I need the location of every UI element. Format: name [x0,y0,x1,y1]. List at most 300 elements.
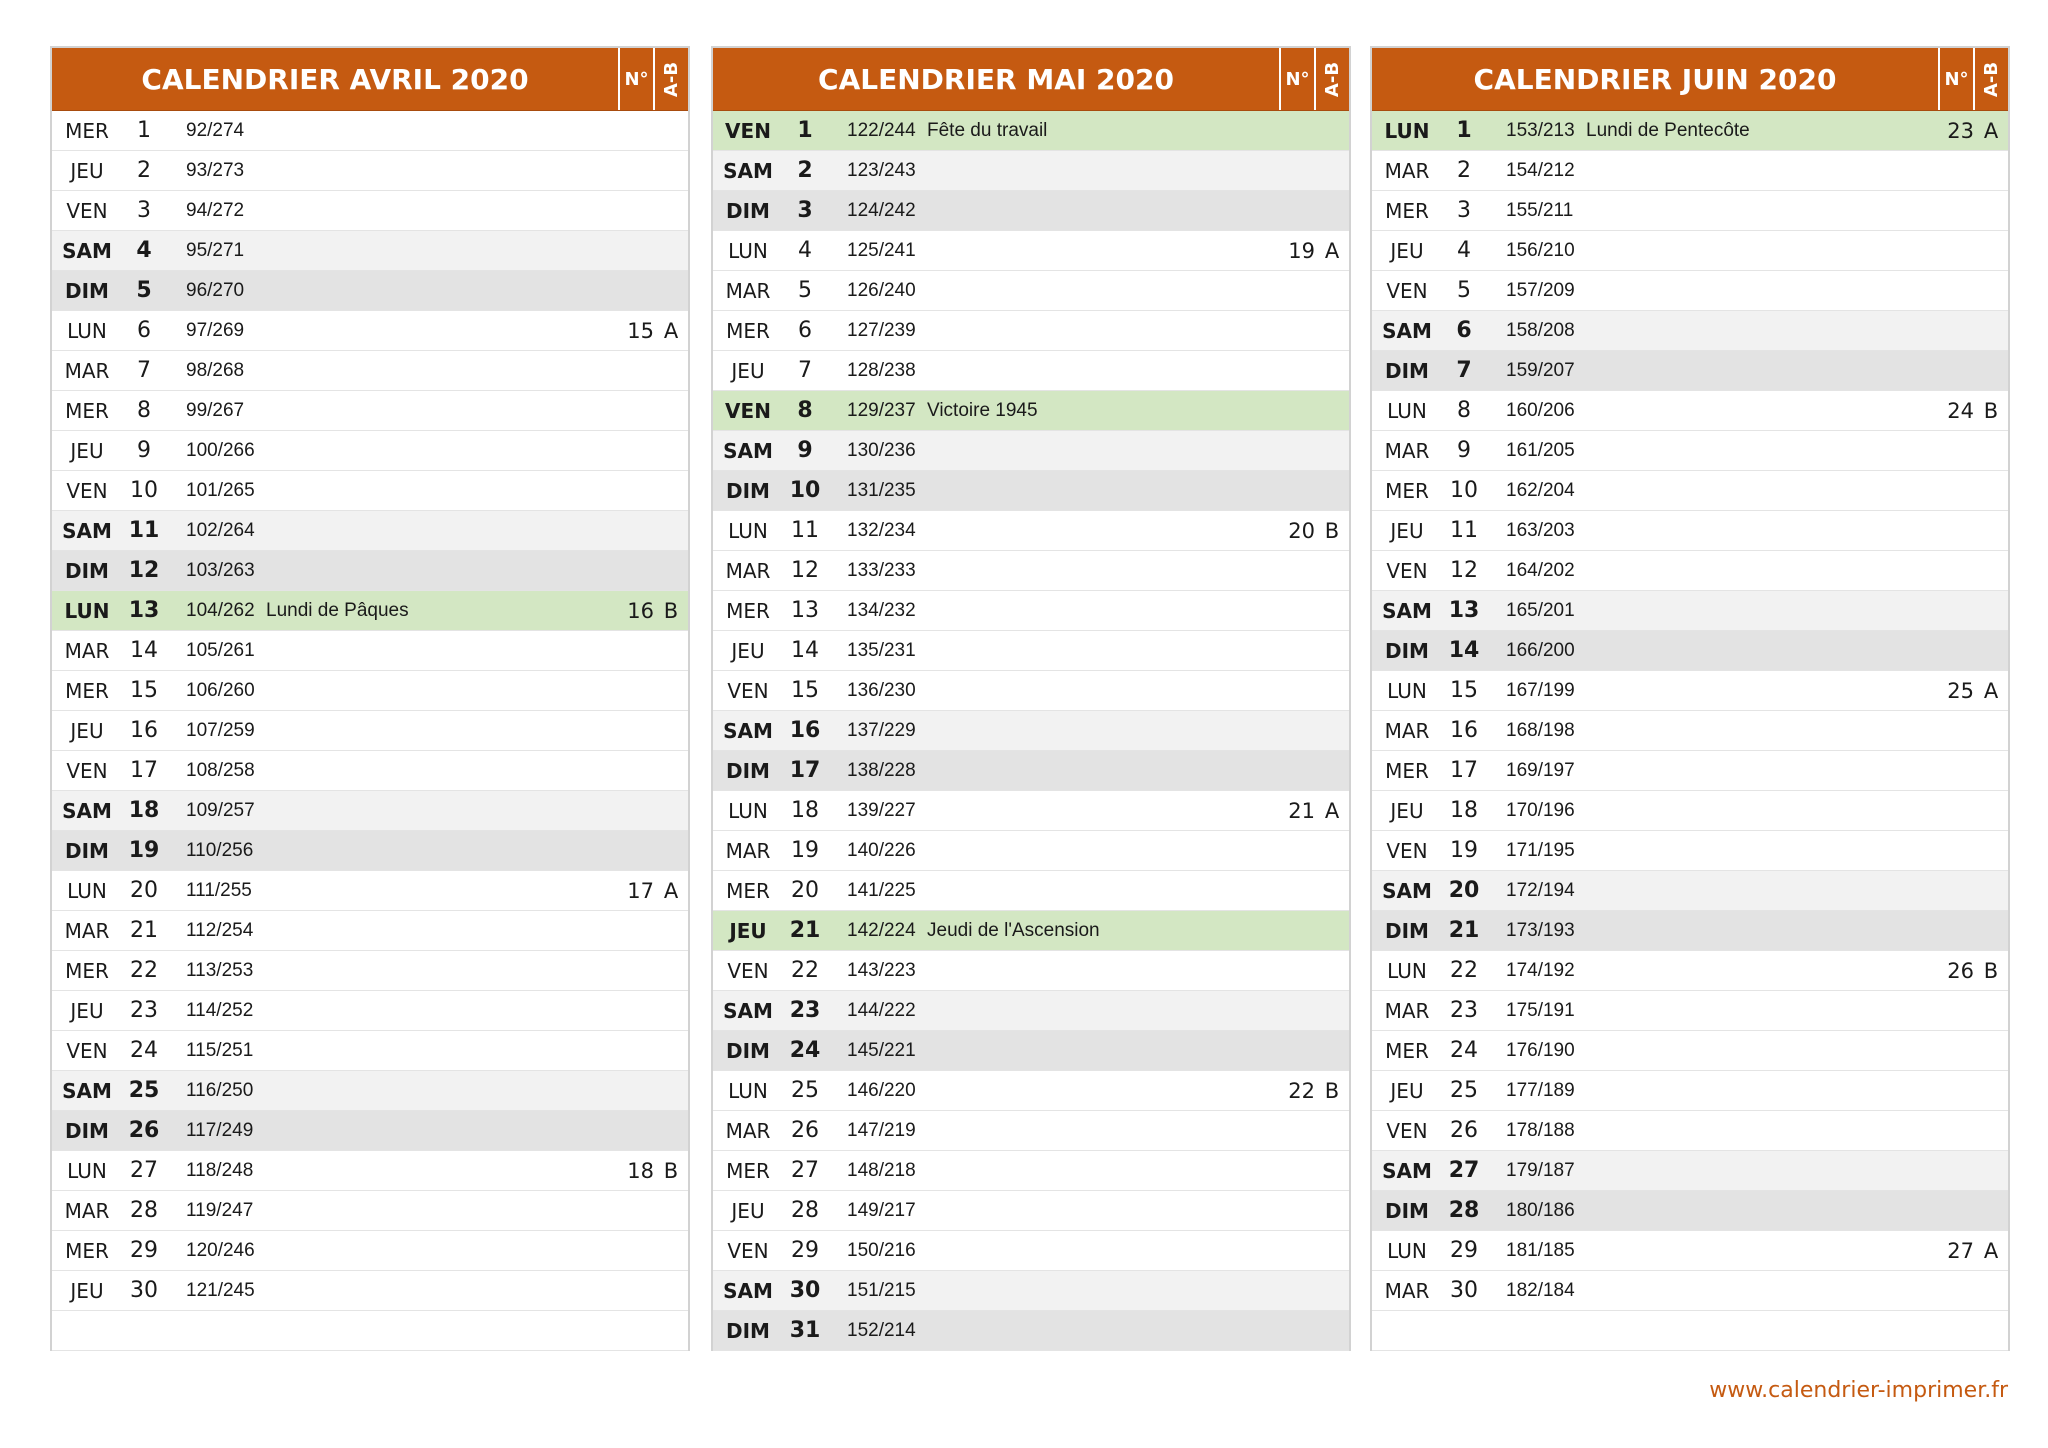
ab-week-letter: B [1324,518,1340,543]
day-number: 12 [791,558,819,583]
day-number: 1 [1456,118,1472,143]
day-number: 4 [798,238,812,263]
day-row [1372,751,2008,791]
year-day-count: 110/256 [186,839,254,861]
year-day-count: 177/189 [1506,1079,1575,1101]
year-day-count: 125/241 [847,239,916,261]
day-number: 12 [1450,558,1478,583]
day-name: DIM [65,1118,109,1143]
day-number: 25 [791,1078,819,1103]
day-row [1372,1311,2008,1351]
day-name: JEU [1390,238,1424,263]
year-day-count: 169/197 [1506,759,1575,781]
day-name: JEU [1390,798,1424,823]
week-number: 26 [1947,958,1974,983]
day-row [52,711,688,751]
day-row [1372,1231,2008,1271]
year-day-count: 100/266 [186,439,255,461]
week-number: 15 [627,318,654,343]
day-number: 4 [136,238,152,263]
year-day-count: 136/230 [847,679,916,701]
day-number: 17 [789,758,821,783]
year-day-count: 103/263 [186,559,255,581]
week-number-header: N° [618,48,653,110]
year-day-count: 127/239 [847,319,916,341]
year-day-count: 130/236 [847,439,916,461]
ab-week-letter: A [1324,238,1340,263]
day-row [52,951,688,991]
day-row [1372,1111,2008,1151]
year-day-count: 134/232 [847,599,916,621]
day-name: VEN [727,678,769,703]
day-row [1372,351,2008,391]
day-number: 14 [791,638,819,663]
year-day-count: 155/211 [1506,199,1574,221]
day-row [713,391,1349,431]
day-row [1372,551,2008,591]
day-row [713,711,1349,751]
day-row [52,1311,688,1351]
ab-week-letter: B [1983,398,1999,423]
year-day-count: 95/271 [186,239,245,261]
day-number: 9 [797,438,813,463]
ab-week-letter: A [1983,1238,1999,1263]
day-number: 11 [1450,518,1478,543]
day-name: LUN [67,318,107,343]
day-row [1372,471,2008,511]
day-row [713,1191,1349,1231]
day-row [52,431,688,471]
day-number: 7 [137,358,151,383]
ab-week-letter: B [1324,1078,1340,1103]
day-name: MER [65,398,109,423]
day-number: 1 [797,118,813,143]
day-row [713,471,1349,511]
year-day-count: 170/196 [1506,799,1575,821]
year-day-count: 122/244 [847,119,916,141]
day-name: JEU [1390,1078,1424,1103]
day-number: 4 [1457,238,1471,263]
day-row [713,1031,1349,1071]
week-number: 23 [1947,118,1974,143]
holiday-name: Victoire 1945 [927,399,1038,421]
year-day-count: 131/235 [847,479,916,501]
month-table-avril [50,46,690,1351]
year-day-count: 119/247 [186,1199,254,1221]
year-day-count: 148/218 [847,1159,916,1181]
day-name: JEU [731,358,765,383]
holiday-name: Lundi de Pentecôte [1586,119,1750,141]
day-number: 13 [128,598,160,623]
day-number: 12 [128,558,160,583]
day-name: JEU [70,718,104,743]
day-row [52,1271,688,1311]
day-number: 15 [791,678,819,703]
year-day-count: 120/246 [186,1239,255,1261]
day-row [713,1111,1349,1151]
day-number: 21 [1448,918,1480,943]
day-number: 24 [130,1038,158,1063]
day-row [713,551,1349,591]
day-row [713,111,1349,151]
year-day-count: 178/188 [1506,1119,1575,1141]
day-number: 22 [791,958,819,983]
day-name: MAR [1384,1278,1430,1303]
month-header [713,48,1349,111]
day-name: VEN [66,758,108,783]
day-number: 20 [791,878,819,903]
year-day-count: 133/233 [847,559,916,581]
day-name: MER [65,118,109,143]
day-name: MAR [1384,998,1430,1023]
day-name: MAR [64,918,110,943]
day-number: 11 [128,518,160,543]
day-name: DIM [65,838,109,863]
day-name: MAR [64,1198,110,1223]
day-number: 1 [137,118,151,143]
year-day-count: 121/245 [186,1279,255,1301]
day-name: SAM [1382,1158,1432,1183]
day-name: JEU [731,638,765,663]
day-name: JEU [729,918,767,943]
day-row [52,871,688,911]
day-number: 9 [1457,438,1471,463]
year-day-count: 107/259 [186,719,255,741]
day-number: 18 [791,798,819,823]
year-day-count: 143/223 [847,959,916,981]
year-day-count: 105/261 [186,639,255,661]
year-day-count: 108/258 [186,759,255,781]
day-name: LUN [1384,118,1430,143]
day-row [713,751,1349,791]
day-name: DIM [726,1038,770,1063]
day-name: JEU [70,998,104,1023]
day-row [1372,191,2008,231]
ab-week-letter: A [663,318,679,343]
day-number: 20 [1448,878,1480,903]
year-day-count: 162/204 [1506,479,1575,501]
year-day-count: 98/268 [186,359,245,381]
day-number: 8 [797,398,813,423]
day-row [52,1031,688,1071]
year-day-count: 126/240 [847,279,916,301]
day-number: 29 [1450,1238,1478,1263]
day-row [1372,1191,2008,1231]
day-number: 31 [789,1318,821,1343]
day-name: MER [65,958,109,983]
year-day-count: 106/260 [186,679,255,701]
day-row [52,751,688,791]
year-day-count: 154/212 [1506,159,1575,181]
day-number: 3 [797,198,813,223]
day-name: MAR [1384,718,1430,743]
day-number: 6 [1456,318,1472,343]
year-day-count: 142/224 [847,919,916,941]
day-row [713,671,1349,711]
day-row [1372,271,2008,311]
day-number: 13 [791,598,819,623]
day-row [52,1191,688,1231]
year-day-count: 109/257 [186,799,255,821]
day-name: MER [726,1158,770,1183]
day-row [52,351,688,391]
website-link[interactable]: www.calendrier-imprimer.fr [1709,1378,2008,1403]
day-number: 28 [791,1198,819,1223]
day-number: 9 [137,438,151,463]
day-row [52,551,688,591]
day-number: 10 [130,478,158,503]
day-row [1372,791,2008,831]
day-row [52,111,688,151]
day-row [52,511,688,551]
ab-header: A-B [653,48,688,110]
day-number: 17 [1450,758,1478,783]
week-number: 18 [627,1158,654,1183]
ab-header: A-B [1314,48,1349,110]
day-number: 18 [128,798,160,823]
day-row [713,511,1349,551]
week-number: 21 [1288,798,1315,823]
day-rows [713,111,1349,1351]
year-day-count: 138/228 [847,759,916,781]
day-row [713,591,1349,631]
day-name: VEN [66,1038,108,1063]
ab-week-letter: B [663,1158,679,1183]
week-number: 25 [1947,678,1974,703]
day-number: 16 [1450,718,1478,743]
year-day-count: 117/249 [186,1119,254,1141]
month-title: CALENDRIER AVRIL 2020 [141,62,529,96]
day-row [52,991,688,1031]
day-number: 27 [791,1158,819,1183]
year-day-count: 114/252 [186,999,254,1021]
day-number: 26 [128,1118,160,1143]
day-row [1372,711,2008,751]
day-number: 21 [789,918,821,943]
year-day-count: 152/214 [847,1319,916,1341]
day-name: MAR [725,278,771,303]
week-number: 17 [627,878,654,903]
day-number: 26 [1450,1118,1478,1143]
ab-week-letter: A [1324,798,1340,823]
day-name: MER [726,878,770,903]
day-name: VEN [725,398,771,423]
day-name: DIM [1385,1198,1429,1223]
week-number-header: N° [1279,48,1314,110]
day-name: SAM [723,718,773,743]
ab-week-letter: A [1983,118,1999,143]
year-day-count: 128/238 [847,359,916,381]
day-number: 2 [1457,158,1471,183]
day-name: VEN [1386,1118,1428,1143]
day-number: 27 [130,1158,158,1183]
day-row [52,471,688,511]
year-day-count: 174/192 [1506,959,1575,981]
day-row [1372,431,2008,471]
year-day-count: 111/255 [186,879,252,901]
month-table-mai [711,46,1351,1351]
day-number: 6 [137,318,151,343]
day-row [52,591,688,631]
day-number: 2 [797,158,813,183]
day-name: MER [726,598,770,623]
year-day-count: 175/191 [1506,999,1575,1021]
day-name: JEU [70,1278,104,1303]
day-name: JEU [70,158,104,183]
day-row [713,151,1349,191]
day-row [52,1111,688,1151]
day-name: VEN [725,118,771,143]
day-row [713,431,1349,471]
day-row [52,831,688,871]
day-row [713,871,1349,911]
day-number: 5 [136,278,152,303]
day-number: 30 [130,1278,158,1303]
week-number: 16 [627,598,654,623]
month-table-juin [1370,46,2010,1351]
day-row [713,1311,1349,1351]
day-name: LUN [67,1158,107,1183]
year-day-count: 150/216 [847,1239,916,1261]
day-name: DIM [1385,918,1429,943]
day-name: JEU [1390,518,1424,543]
day-number: 23 [1450,998,1478,1023]
year-day-count: 97/269 [186,319,245,341]
day-number: 25 [1450,1078,1478,1103]
ab-week-letter: B [663,598,679,623]
day-row [1372,671,2008,711]
day-row [1372,911,2008,951]
month-header [52,48,688,111]
week-number: 22 [1288,1078,1315,1103]
day-name: SAM [1382,598,1432,623]
day-number: 30 [1450,1278,1478,1303]
day-number: 6 [798,318,812,343]
day-name: SAM [1382,878,1432,903]
day-number: 19 [128,838,160,863]
day-name: JEU [731,1198,765,1223]
day-rows [1372,111,2008,1351]
day-row [52,231,688,271]
day-name: SAM [62,1078,112,1103]
day-name: VEN [1386,558,1428,583]
day-name: DIM [726,478,770,503]
day-name: LUN [728,1078,768,1103]
year-day-count: 165/201 [1506,599,1575,621]
day-row [1372,1071,2008,1111]
year-day-count: 159/207 [1506,359,1575,381]
day-row [713,1271,1349,1311]
day-name: MAR [725,838,771,863]
day-row [52,911,688,951]
day-row [713,231,1349,271]
day-number: 22 [130,958,158,983]
year-day-count: 112/254 [186,919,254,941]
day-name: LUN [64,598,110,623]
day-name: DIM [726,1318,770,1343]
year-day-count: 102/264 [186,519,255,541]
year-day-count: 156/210 [1506,239,1575,261]
day-row [713,791,1349,831]
day-number: 13 [1448,598,1480,623]
year-day-count: 158/208 [1506,319,1575,341]
day-name: DIM [726,758,770,783]
week-number: 19 [1288,238,1315,263]
year-day-count: 137/229 [847,719,916,741]
day-number: 26 [791,1118,819,1143]
year-day-count: 113/253 [186,959,254,981]
day-row [713,1071,1349,1111]
day-row [1372,591,2008,631]
year-day-count: 173/193 [1506,919,1575,941]
day-name: SAM [723,158,773,183]
day-row [1372,831,2008,871]
day-row [52,391,688,431]
day-row [713,351,1349,391]
day-name: DIM [65,558,109,583]
day-number: 23 [789,998,821,1023]
day-name: MAR [64,358,110,383]
day-number: 7 [798,358,812,383]
day-row [52,631,688,671]
day-name: MER [65,678,109,703]
year-day-count: 167/199 [1506,679,1575,701]
day-name: MER [1385,478,1429,503]
day-row [1372,1271,2008,1311]
year-day-count: 153/213 [1506,119,1575,141]
year-day-count: 164/202 [1506,559,1575,581]
day-name: MAR [725,558,771,583]
year-day-count: 132/234 [847,519,916,541]
year-day-count: 151/215 [847,1279,916,1301]
year-day-count: 149/217 [847,1199,916,1221]
day-name: VEN [1386,278,1428,303]
day-number: 5 [1457,278,1471,303]
day-name: DIM [65,278,109,303]
day-number: 15 [130,678,158,703]
day-row [1372,871,2008,911]
day-name: MER [1385,758,1429,783]
year-day-count: 104/262 [186,599,255,621]
day-row [713,991,1349,1031]
year-day-count: 139/227 [847,799,916,821]
day-row [713,951,1349,991]
ab-week-letter: B [1983,958,1999,983]
year-day-count: 176/190 [1506,1039,1575,1061]
ab-week-letter: A [663,878,679,903]
day-name: SAM [1382,318,1432,343]
day-number: 14 [1448,638,1480,663]
year-day-count: 180/186 [1506,1199,1575,1221]
day-row [52,791,688,831]
day-name: DIM [726,198,770,223]
day-row [713,271,1349,311]
day-row [1372,951,2008,991]
year-day-count: 94/272 [186,199,245,221]
year-day-count: 146/220 [847,1079,916,1101]
day-row [1372,1151,2008,1191]
year-day-count: 168/198 [1506,719,1575,741]
day-name: MER [726,318,770,343]
day-name: MER [65,1238,109,1263]
day-name: LUN [1387,1238,1427,1263]
day-row [713,1231,1349,1271]
day-name: SAM [723,1278,773,1303]
day-number: 27 [1448,1158,1480,1183]
day-row [1372,311,2008,351]
year-day-count: 123/243 [847,159,916,181]
day-number: 8 [137,398,151,423]
